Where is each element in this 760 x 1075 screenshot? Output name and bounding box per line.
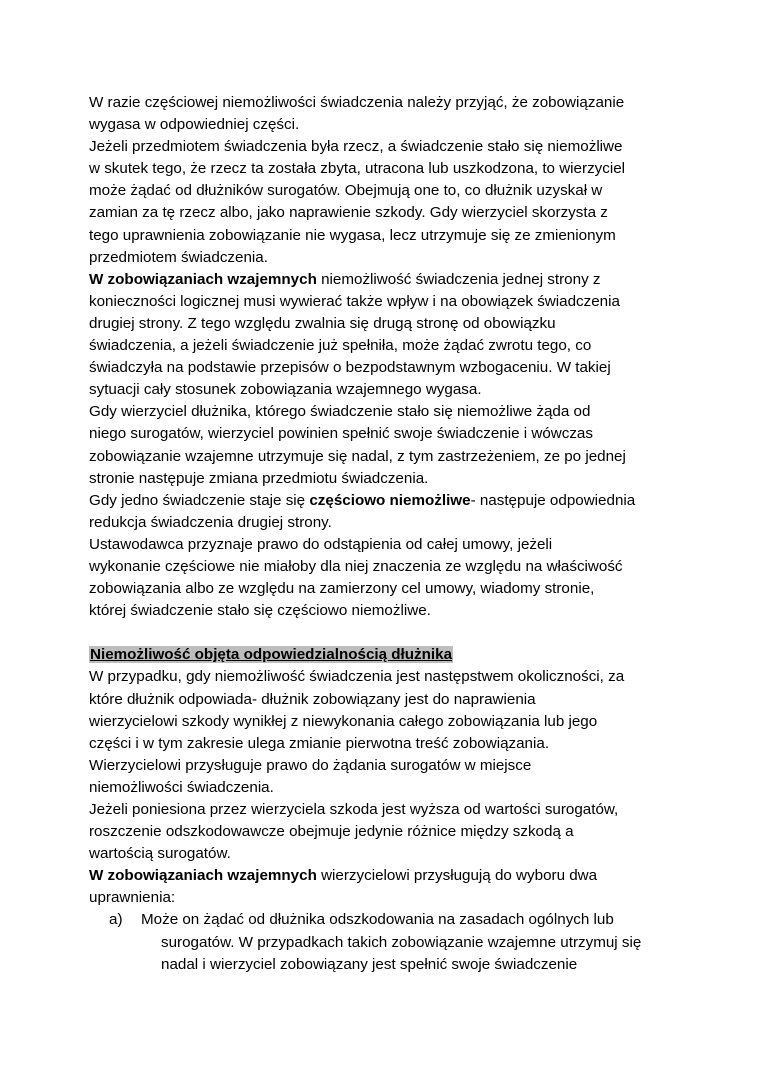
text-line: świadczenia, a jeżeli świadczenie już spełniła, może żądać zwrotu tego, co — [89, 337, 592, 355]
text-fragment: niemożliwość świadczenia jednej strony z — [316, 270, 601, 288]
text-line: uprawnienia: — [89, 889, 176, 907]
text-fragment: wierzycielowi przysługują do wyboru dwa — [316, 867, 598, 885]
text-fragment: - następuje odpowiednia — [470, 491, 636, 509]
text-line: przedmiotem świadczenia. — [89, 248, 268, 266]
paragraph-mutual-obligations — [89, 269, 679, 402]
text-line: wartością surogatów. — [89, 845, 231, 863]
text-line: świadczyła na podstawie przepisów o bezpodstawnym wzbogaceniu. W takiej — [89, 359, 611, 377]
paragraph-partially-impossible — [89, 490, 679, 534]
text-line: W przypadku, gdy niemożliwość świadczenia jest następstwem okoliczności, za — [89, 668, 625, 686]
text-line: Ustawodawca przyznaje prawo do odstąpienia od całej umowy, jeżeli — [89, 535, 553, 553]
text-line: części i w tym zakresie ulega zmianie pierwotna treść zobowiązania. — [89, 734, 550, 752]
paragraph-mutual-two-rights — [89, 865, 679, 909]
text-line: redukcja świadczenia drugiej strony. — [89, 513, 332, 531]
text-line: Gdy wierzyciel dłużnika, którego świadczenie stało się niemożliwe żąda od — [89, 403, 591, 421]
paragraph-creditor-demands-surrogates — [89, 401, 679, 489]
text-fragment: Może on żądać od dłużnika odszkodowania na zasadach ogólnych lub — [141, 911, 614, 929]
paragraph-surrogates — [89, 136, 679, 269]
text-line — [89, 269, 679, 291]
text-line — [89, 865, 679, 887]
text-line: wykonanie częściowe nie miałoby dla niej znaczenia ze względu na właściwość — [89, 557, 623, 575]
bold-phrase: W zobowiązaniach wzajemnych — [89, 867, 317, 885]
list-item-a — [109, 909, 679, 975]
text-line: której świadczenie stało się częściowo niemożliwe. — [89, 602, 431, 620]
text-line: zobowiązanie wzajemne utrzymuje się nadal, z tym zastrzeżeniem, ze po jednej — [89, 447, 626, 465]
text-line: stronie następuje zmiana przedmiotu świadczenia. — [89, 469, 429, 487]
paragraph-withdrawal-right — [89, 534, 679, 622]
text-line: konieczności logicznej musi wywierać także wpływ i na obowiązek świadczenia — [89, 292, 620, 310]
text-line: drugiej strony. Z tego względu zwalnia się drugą stronę od obowiązku — [89, 314, 556, 332]
text-line: zamian za tę rzecz albo, jako naprawienie szkody. Gdy wierzyciel skorzysta z — [89, 204, 608, 222]
paragraph-partial-impossibility — [89, 92, 679, 136]
document-body — [89, 92, 679, 976]
bold-phrase: W zobowiązaniach wzajemnych — [89, 270, 317, 288]
paragraph-damage-exceeds — [89, 799, 679, 865]
text-line: surogatów. W przypadkach takich zobowiązanie wzajemne utrzymuj się — [161, 933, 642, 951]
text-line: w skutek tego, że rzecz ta została zbyta, utracona lub uszkodzona, to wierzyciel — [89, 160, 626, 178]
text-line: Wierzycielowi przysługuje prawo do żądania surogatów w miejsce — [89, 756, 532, 774]
text-line: roszczenie odszkodowawcze obejmuje jedynie różnice między szkodą a — [89, 823, 574, 841]
section-heading-line — [89, 644, 679, 666]
section-heading: Niemożliwość objęta odpowiedzialnością dłużnika — [90, 646, 453, 664]
text-line — [89, 490, 679, 512]
text-line: wygasa w odpowiedniej części. — [89, 116, 300, 134]
text-line: tego uprawnienia zobowiązanie nie wygasa, lecz utrzymuje się ze zmienionym — [89, 226, 616, 244]
bold-phrase: częściowo niemożliwe — [309, 491, 471, 509]
text-line: może żądać od dłużników surogatów. Obejmują one to, co dłużnik uzyskał w — [89, 182, 603, 200]
text-line: nadal i wierzyciel zobowiązany jest spełnić swoje świadczenie — [161, 955, 578, 973]
text-line: Jeżeli poniesiona przez wierzyciela szkoda jest wyższa od wartości surogatów, — [89, 801, 619, 818]
text-line — [109, 909, 679, 931]
text-line: W razie częściowej niemożliwości świadczenia należy przyjąć, że zobowiązanie — [89, 94, 625, 111]
text-line: Jeżeli przedmiotem świadczenia była rzecz, a świadczenie stało się niemożliwe — [89, 138, 623, 156]
blank-line — [89, 622, 679, 644]
text-line: sytuacji cały stosunek zobowiązania wzajemnego wygasa. — [89, 381, 482, 399]
text-line: które dłużnik odpowiada- dłużnik zobowiązany jest do naprawienia — [89, 690, 536, 708]
text-line: zobowiązania albo ze względu na zamierzony cel umowy, wiadomy stronie, — [89, 580, 595, 598]
paragraph-debtor-liability — [89, 666, 679, 799]
text-fragment: Gdy jedno świadczenie staje się — [89, 491, 310, 509]
text-line: wierzycielowi szkody wynikłej z niewykonania całego zobowiązania lub jego — [89, 712, 598, 730]
list-marker: a) — [109, 911, 123, 929]
text-line: niego surogatów, wierzyciel powinien spełnić swoje świadczenie i wówczas — [89, 425, 593, 443]
text-line: niemożliwości świadczenia. — [89, 778, 274, 796]
